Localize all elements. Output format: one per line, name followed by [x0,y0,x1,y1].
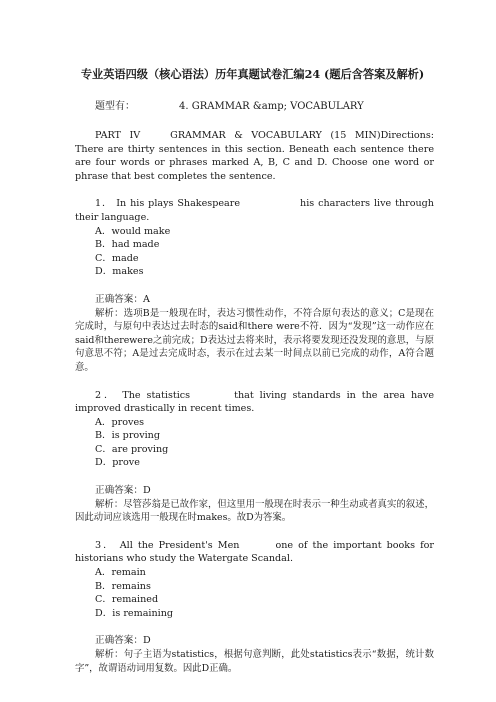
question-3 [75,539,434,675]
question-stem-after: his characters live through their language. [75,198,434,223]
question-type-value: 4. GRAMMAR &amp; VOCABULARY [179,101,364,112]
option-a: A．remain [95,567,146,579]
correct-answer: 正确答案：A [95,293,150,305]
option-a: A．would make [95,225,171,237]
answer-analysis: 解析：尽管莎翁是已故作家，但这里用一般现在时表示一种生动或者真实的叙述，因此动词应该选用一般现在时makes。故D为答案。 [75,498,434,524]
question-2 [75,389,434,525]
question-stem-before: 2． The statistics [95,389,191,401]
answer-analysis: 解析：句子主语为statistics，根据句意判断，此处statistics表示“数据，统计数字”，故谓语动词用复数。因此D正确。 [75,649,434,674]
question-stem [75,539,434,566]
option-d: D．is remaining [95,607,174,619]
section-part-label: PART IV [95,130,141,141]
option-a: A．proves [95,416,145,428]
option-c: C．are proving [95,443,169,455]
question-type-line [75,100,434,114]
option-b: B．is proving [95,430,160,442]
question-stem-after: one of the important books for historians who study the Watergate Scandal. [75,539,434,565]
question-stem [75,389,434,416]
option-list [75,225,434,279]
question-stem-before: 1． In his plays Shakespeare [95,198,241,210]
option-list [75,566,434,620]
question-stem-after: that living standards in the area have improved drastically in recent times. [75,389,434,415]
question-1 [75,197,434,374]
correct-answer: 正确答案：D [95,485,151,497]
option-list [75,416,434,470]
document-title: 专业英语四级（核心语法）历年真题试卷汇编24 (题后含答案及解析) [80,67,425,81]
question-type-label: 题型有： [95,101,135,112]
option-d: D．prove [95,457,140,469]
section-directions-text: GRAMMAR & VOCABULARY (15 MIN)Directions: There are thirty sentences in this section. Beneath each sentence there are four words or phrases marked A, B, C and D. Choose one word or phrase that best completes the sentence. [75,130,434,182]
question-stem-before: 3． All the President's Men [95,539,240,551]
option-b: B．remains [95,580,151,592]
option-b: B．had made [95,239,160,251]
option-c: C．remained [95,594,159,606]
option-d: D．makes [95,266,144,278]
question-stem [75,197,434,224]
answer-analysis: 解析：选项B是一般现在时，表达习惯性动作，不符合原句表达的意义；C是现在完成时，与原句中表达过去时态的said和there were不符．因为“发现”这一动作应在said和therewere之前完成；D表达过去将来时，表示将要发现还没发现的意思，与原句意思不符；A是过去完成时态，表示在过去某一时间点以前已完成的动作，A符合题意。 [75,307,434,373]
correct-answer: 正确答案：D [95,635,151,647]
section-directions [75,129,434,183]
option-c: C．made [95,252,139,264]
